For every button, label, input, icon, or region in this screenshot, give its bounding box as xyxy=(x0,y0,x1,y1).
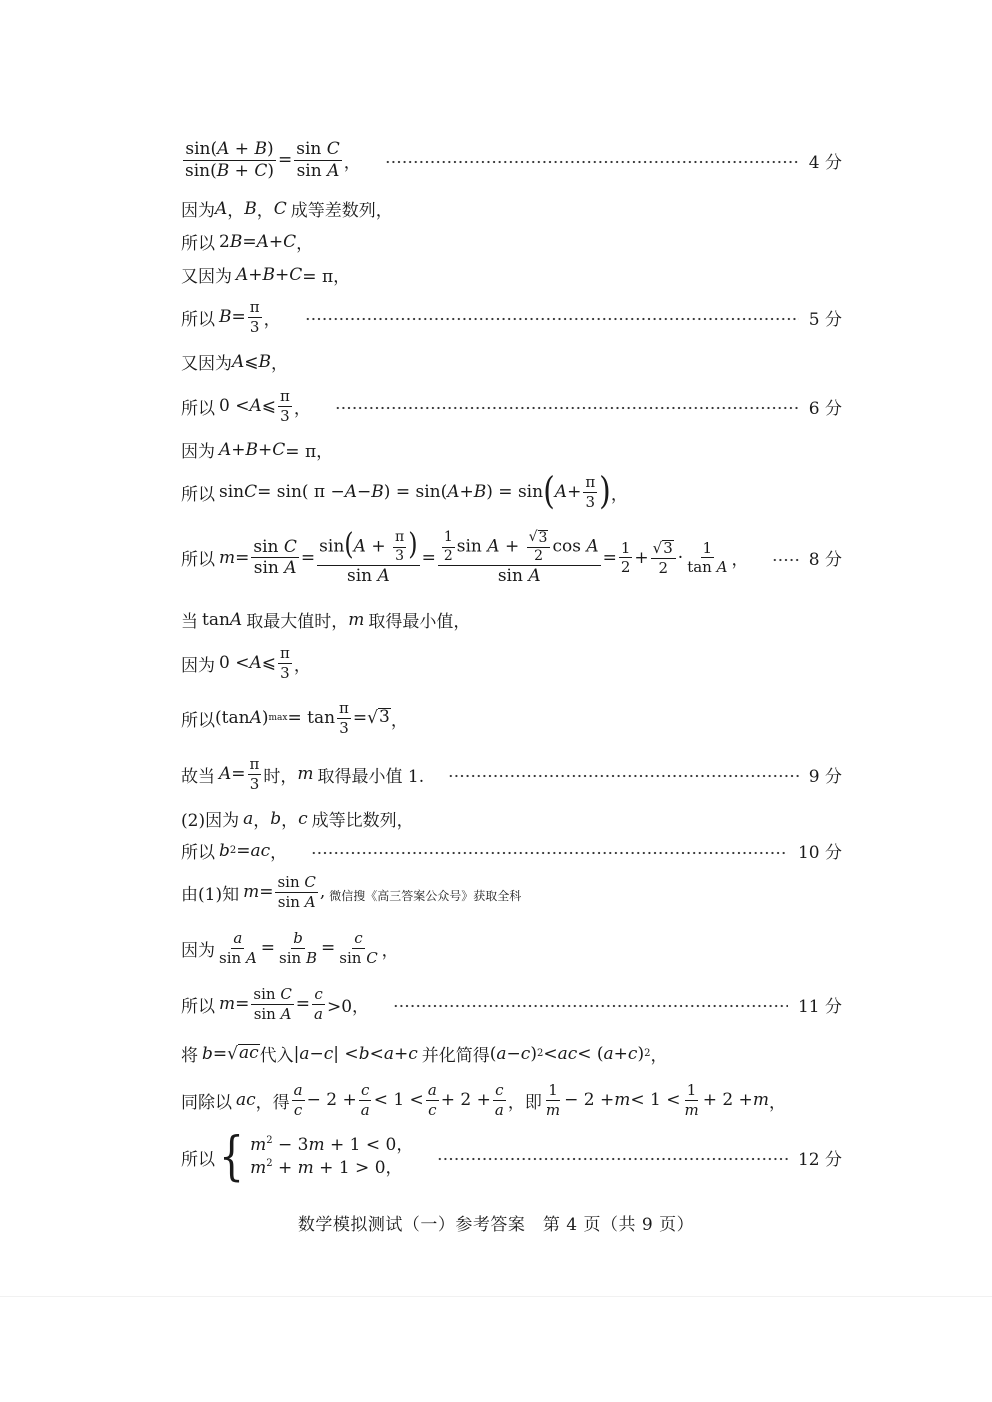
solution-line: 所以 m = $\frac{\text{sin C}}{\text{sin A}}$ = sin(A + $\frac{\pi}{3}$ ) sin A = $\frac{1}{2}$ sin A + √ 3 2 cos A sin A = $\frac{1}{2}$ + √ 3 2 · $\frac{1}{\text{tan A}}$ ， 8 分 xyxy=(181,526,842,587)
solution-line: 因为 $\frac{a}{\text{sin A}}$ = $\frac{b}{\text{sin B}}$ = $\frac{c}{\text{sin C}}$ ， xyxy=(181,929,399,967)
solution-line: 将 b = √ ac 代入 | a − c | < b < a + c 并化简得 ( a − c ) 2 < ac < ( a + c ) 2 ， xyxy=(181,1042,668,1066)
solution-line: 又因为 A ⩽ B ， xyxy=(181,351,289,374)
solution-line: 当 tan A 取最大值时， m 取得最小值， xyxy=(181,609,471,632)
solution-line: 由(1)知 m = $\frac{\text{sin C}}{\text{sin A}}$ , 微信搜《高三答案公众号》获取全科 xyxy=(181,873,522,911)
solution-line: $\frac{\sin(A + B)}{\sin(B + C)}$ = $\frac{\text{sin C}}{\text{sin A}}$ ， 4 分 xyxy=(185,139,842,181)
score-mark: 4 分 xyxy=(808,152,842,173)
solution-line: 同除以 ac ，得 $\frac{a}{c}$ − 2 + $\frac{c}{a}$ < 1 < $\frac{a}{c}$ + 2 + $\frac{c}{a}$ ，即 $\frac{1}{m}$ − 2 + m < 1 < $\frac{1}{m}$ + 2 + m ， xyxy=(181,1081,786,1119)
page-footer: 数学模拟测试（一）参考答案 第 4 页（共 9 页） xyxy=(297,1215,695,1235)
solution-line: 因为 0 < A ⩽ $\frac{\pi}{3}$ ， xyxy=(181,644,311,682)
score-mark: 5 分 xyxy=(808,309,842,330)
score-mark: 8 分 xyxy=(808,550,842,571)
solution-line: 所以 2 B = A + C ， xyxy=(181,231,314,254)
watermark-text: 微信搜《高三答案公众号》获取全科 xyxy=(329,888,522,903)
solution-line: 所以 0 < A ⩽ $\frac{\pi}{3}$ ， 6 分 xyxy=(181,387,842,425)
solution-line: 所以 (tan A ) max = tan $\frac{\pi}{3}$ = √ 3 ， xyxy=(181,699,408,737)
dot-leader xyxy=(448,764,799,780)
solution-line: 所以 sin C = sin( π − A − B ) = sin( A + B ) = sin ( A + $\frac{\pi}{3}$ ) ， xyxy=(181,469,628,514)
dot-leader xyxy=(305,307,799,323)
dot-leader xyxy=(335,396,799,412)
solution-line: 因为 A ， B ， C 成等差数列， xyxy=(181,198,393,221)
dot-leader xyxy=(393,994,788,1010)
scan-edge xyxy=(0,1296,992,1297)
solution-line: 所以 b 2 = ac ， 10 分 xyxy=(181,838,842,863)
score-mark: 6 分 xyxy=(808,398,842,419)
dot-leader xyxy=(437,1147,788,1163)
solution-line: 所以 m = $\frac{\text{sin C}}{\text{sin A}}$ = $\frac{c}{a}$ >0， 11 分 xyxy=(181,985,842,1023)
score-mark: 11 分 xyxy=(797,996,842,1017)
score-mark: 12 分 xyxy=(797,1149,842,1170)
solution-line: 所以 { $m^2 - 3m + 1 < 0$， $m^2 + m + 1 > 0$， 12 分 xyxy=(181,1127,842,1187)
solution-line: 故当 A = $\frac{\pi}{3}$ 时， m 取得最小值 1. 9 分 xyxy=(181,755,842,793)
dot-leader xyxy=(311,841,788,857)
solution-line: 因为 A + B + C = π， xyxy=(181,439,334,462)
solution-line: 又因为 A + B + C = π， xyxy=(181,264,351,287)
dot-leader xyxy=(772,548,798,564)
solution-line: 所以 B = $\frac{\pi}{3}$ ， 5 分 xyxy=(181,298,842,336)
score-mark: 9 分 xyxy=(808,766,842,787)
score-mark: 10 分 xyxy=(797,843,842,863)
solution-line: (2)因为 a ， b ， c 成等比数列， xyxy=(181,808,414,831)
dot-leader xyxy=(385,150,799,166)
